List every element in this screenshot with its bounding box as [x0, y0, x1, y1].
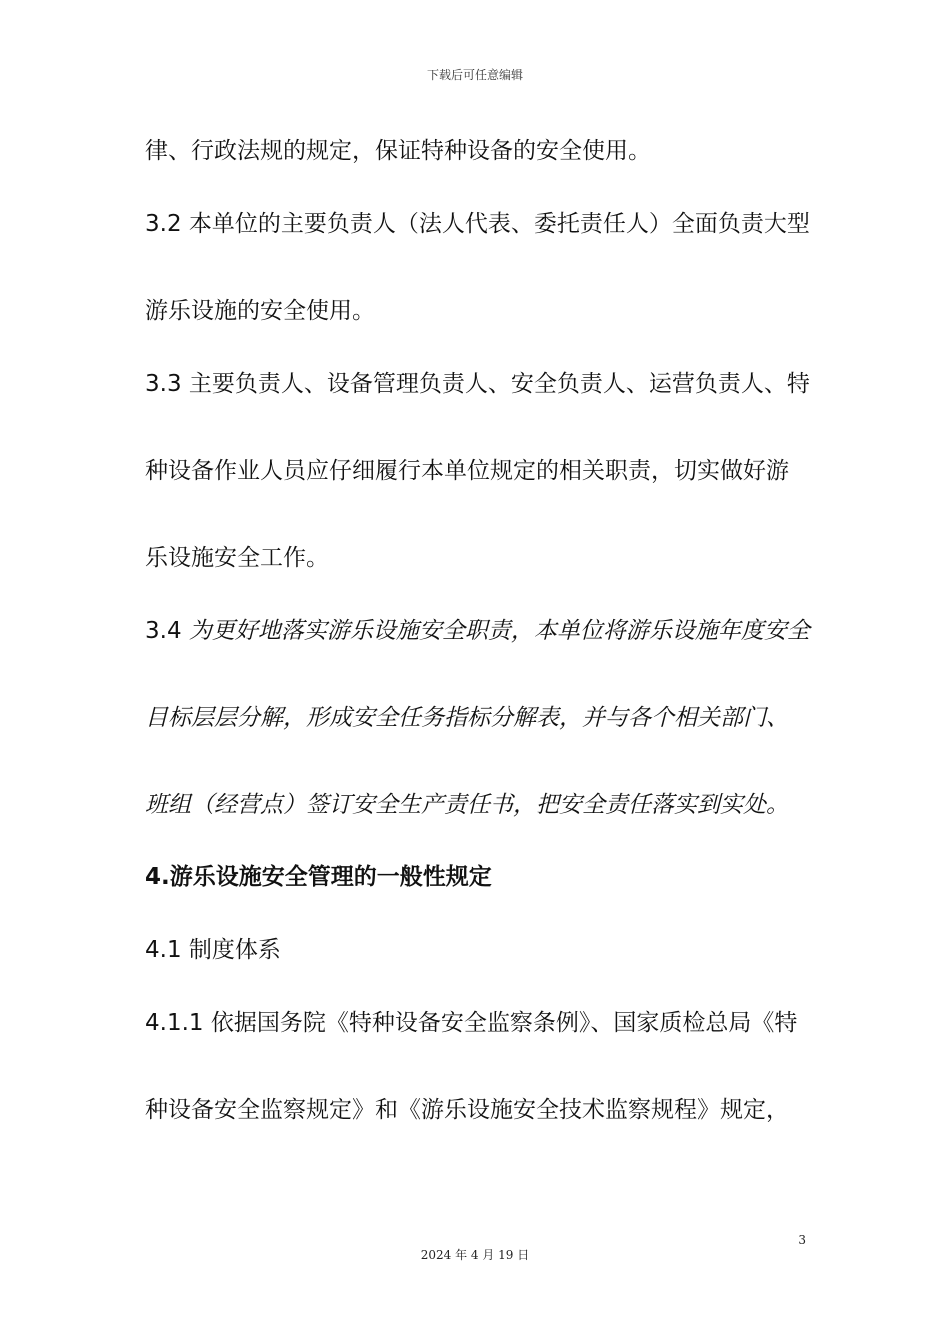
paragraph-line: 种设备安全监察规定》和《游乐设施安全技术监察规程》规定，	[145, 1097, 789, 1123]
paragraph-line: 律、行政法规的规定，保证特种设备的安全使用。	[145, 138, 651, 164]
section-heading: 4.游乐设施安全管理的一般性规定	[145, 864, 492, 890]
paragraph-line-mixed	[145, 616, 825, 646]
paragraph-line: 3.3 主要负责人、设备管理负责人、安全负责人、运营负责人、特	[145, 371, 810, 397]
paragraph-line-italic: 班组（经营点）签订安全生产责任书，把安全责任落实到实处。	[145, 792, 789, 818]
paragraph-line: 游乐设施的安全使用。	[145, 298, 375, 324]
paragraph-line: 4.1.1 依据国务院《特种设备安全监察条例》、国家质检总局《特	[145, 1010, 798, 1036]
paragraph-line-italic: 目标层层分解，形成安全任务指标分解表，并与各个相关部门、	[145, 705, 789, 731]
page-number: 3	[798, 1233, 806, 1247]
paragraph-line: 种设备作业人员应仔细履行本单位规定的相关职责，切实做好游	[145, 458, 789, 484]
footer-date: 2024 年 4 月 19 日	[420, 1248, 530, 1262]
subsection-heading: 4.1 制度体系	[145, 937, 281, 963]
page-header: 下载后可任意编辑	[426, 68, 523, 82]
section-number: 3.4	[145, 618, 189, 644]
paragraph-line: 乐设施安全工作。	[145, 545, 329, 571]
italic-text: 为更好地落实游乐设施安全职责，本单位将游乐设施年度安全	[188, 618, 810, 644]
paragraph-line: 3.2 本单位的主要负责人（法人代表、委托责任人）全面负责大型	[145, 211, 810, 237]
